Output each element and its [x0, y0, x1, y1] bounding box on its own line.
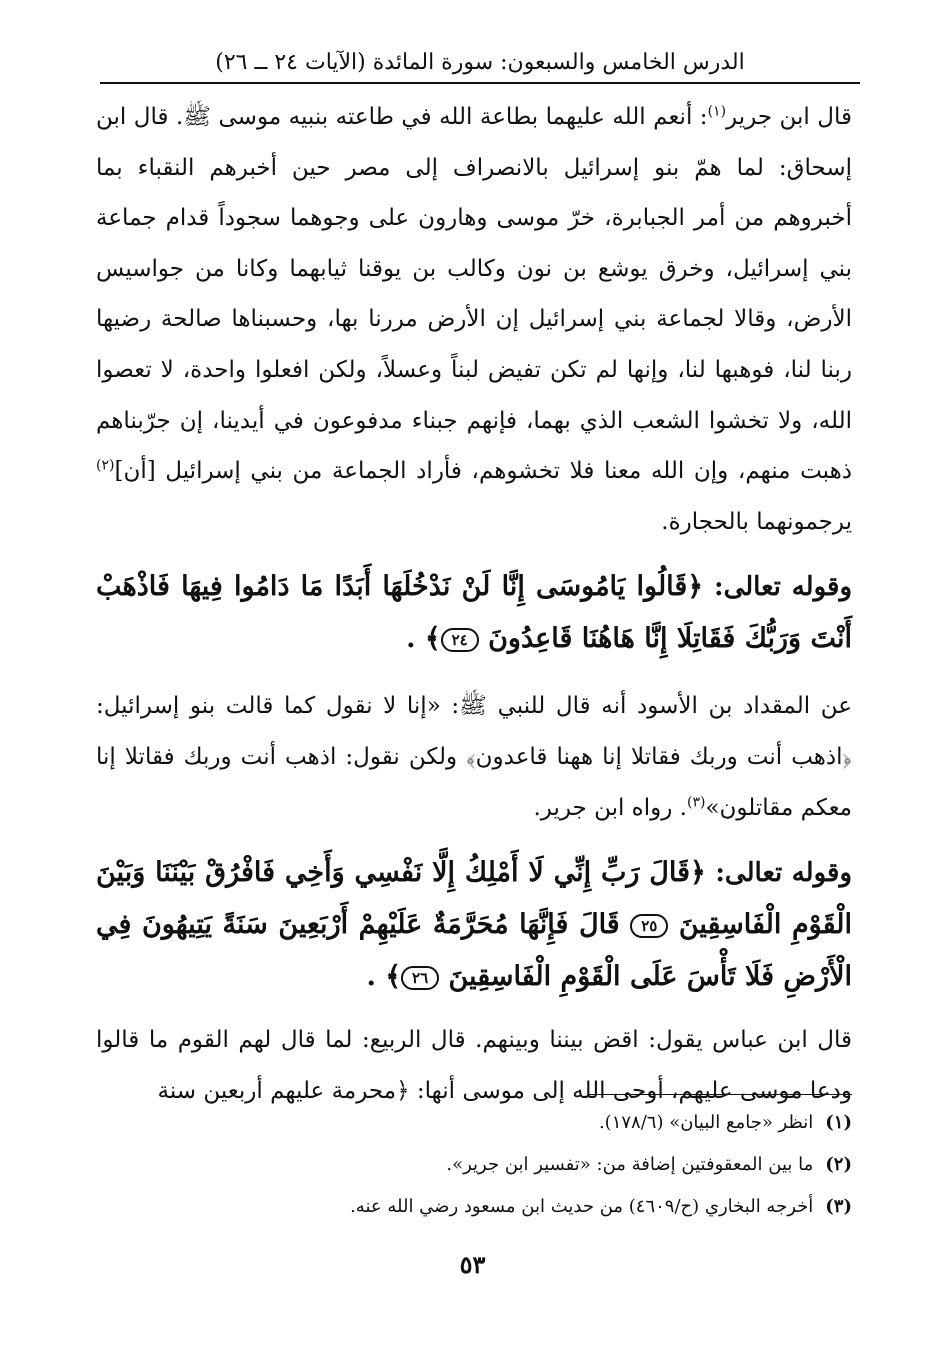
running-header: الدرس الخامس والسبعون: سورة المائدة (الآيات ٢٤ ــ ٢٦): [100, 46, 860, 84]
text-segment: : أنعم الله عليهما بطاعة الله في طاعته بنبيه موسى ﷺ. قال ابن إسحاق: لما همّ بنو إسرائيل بالانصراف إلى مصر حين أخبرهم النقباء بما أخبروهم من أمر الجبابرة، خرّ موسى وهارون على وجوهما سجوداً قدام جماعة بني إسرائيل، وخرق يوشع بن نون وكالب بن يوقنا ثيابهما وكانا من جواسيس الأرض، وقالا لجماعة بني إسرائيل إن الأرض مررنا بها، وحسبناها صالحة رضيها ربنا لنا، فوهبها لنا، وإنها لم تكن تفيض لبناً وعسلاً، ولكن افعلوا واحدة، لا تعصوا الله، ولا تخشوا الشعب الذي بهما، فإنهم جبناء مدفوعون في أيدينا، إن جرّبناهم ذهبت منهم، وإن الله معنا فلا تخشوهم، فأراد الجماعة من بني إسرائيل [أن]: [96, 104, 852, 485]
text-segment: قال ابن جرير: [726, 104, 852, 130]
main-text: [96, 92, 852, 1116]
ayah-number-badge: ٢٦: [401, 966, 439, 990]
footnote-2: [96, 1144, 852, 1186]
footnote-ref-2[interactable]: (٢): [96, 457, 115, 474]
verse-close: ﴾ .: [406, 623, 441, 655]
footnote-separator: [588, 1094, 852, 1095]
ayah-number-badge: ٢٤: [441, 628, 479, 652]
footnote-3: [96, 1186, 852, 1228]
footnote-1: [96, 1102, 852, 1144]
paragraph-ibn-abbas: قال ابن عباس يقول: اقض بيننا وبينهم. قال الربيع: لما قال لهم القوم ما قالوا ودعا موسى عليهم، أوحى الله إلى موسى أنها: ﴿محرمة عليهم أربعين سنة: [96, 1027, 852, 1104]
paragraph-ibn-jarir: [96, 92, 852, 547]
footnote-ref-1[interactable]: (١): [707, 103, 727, 120]
footnote-number: (٢): [825, 1154, 852, 1175]
paragraph-miqdad: [96, 681, 852, 833]
footnote-number: (١): [825, 1112, 852, 1133]
footnote-ref-3[interactable]: (٣): [686, 793, 706, 810]
quran-text: ﴿قَالُوا يَامُوسَى إِنَّا لَنْ نَدْخُلَهَا أَبَدًا مَا دَامُوا فِيهَا فَاذْهَبْ أَنْتَ وَرَبُّكَ فَقَاتِلَا إِنَّا هَاهُنَا قَاعِدُونَ: [96, 571, 852, 655]
text-segment: عن المقداد بن الأسود أنه قال للنبي ﷺ: «إنا لا نقول كما قالت بنو إسرائيل: ﴿اذهب أنت وربك فقاتلا إنا ههنا قاعدون﴾ ولكن نقول: اذهب أنت وربك فقاتلا إنا معكم مقاتلون»: [96, 693, 852, 821]
verse-25-26: [96, 847, 852, 1003]
quran-text: قَالَ فَإِنَّهَا مُحَرَّمَةٌ عَلَيْهِمْ أَرْبَعِينَ سَنَةً يَتِيهُونَ فِي الْأَرْضِ فَلَا تَأْسَ عَلَى الْقَوْمِ الْفَاسِقِينَ: [96, 909, 852, 993]
footnote-text: ما بين المعقوفتين إضافة من: «تفسير ابن جرير».: [446, 1154, 814, 1175]
text-segment: يرجمونهما بالحجارة.: [661, 508, 852, 535]
verse-intro: وقوله تعالى:: [705, 858, 852, 889]
verse-24: [96, 561, 852, 665]
footnote-number: (٣): [825, 1196, 852, 1217]
page-number: ٥٣: [459, 1250, 486, 1279]
text-segment: . رواه ابن جرير.: [533, 794, 687, 821]
footnote-text: انظر «جامع البيان» (١٧٨/٦).: [598, 1112, 814, 1133]
verse-close: ﴾ .: [366, 961, 402, 993]
footnote-text: أخرجه البخاري (ح/٤٦٠٩) من حديث ابن مسعود رضي الله عنه.: [350, 1196, 814, 1217]
verse-intro: وقوله تعالى:: [703, 572, 853, 603]
ayah-number-badge: ٢٥: [630, 914, 668, 938]
footnotes: [96, 1102, 852, 1228]
quran-text: ﴿قَالَ رَبِّ إِنِّي لَا أَمْلِكُ إِلَّا نَفْسِي وَأَخِي فَافْرُقْ بَيْنَنَا وَبَيْنَ الْقَوْمِ الْفَاسِقِينَ: [96, 857, 853, 941]
